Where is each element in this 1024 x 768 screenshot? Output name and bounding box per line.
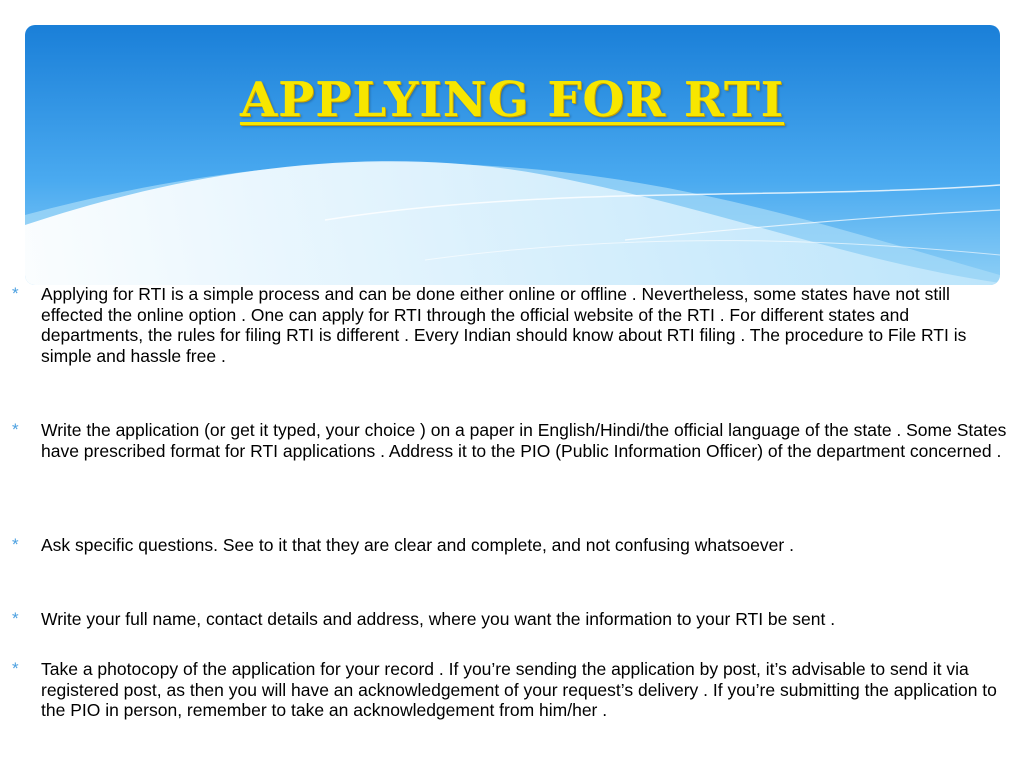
list-item [0, 535, 1024, 556]
page-title: APPLYING FOR RTI [239, 72, 785, 128]
bullet-icon: * [12, 659, 19, 678]
list-item [0, 284, 1024, 366]
bullet-icon: * [12, 609, 19, 628]
header-banner [25, 25, 1000, 285]
bullet-text: Ask specific questions. See to it that they are clear and complete, and not confusing whatsoever . [41, 535, 794, 555]
bullet-text: Write the application (or get it typed, your choice ) on a paper in English/Hindi/the official language of the state . Some States have prescribed format for RTI applications . Address it to the PIO (Public Information Officer) of the department concerned . [41, 420, 1007, 461]
list-item [0, 659, 1024, 721]
bullet-icon: * [12, 535, 19, 554]
list-item [0, 420, 1024, 461]
bullet-text: Write your full name, contact details and address, where you want the information to your RTI be sent . [41, 609, 836, 629]
list-item [0, 609, 1024, 630]
bullet-icon: * [12, 284, 19, 303]
bullet-text: Take a photocopy of the application for your record . If you’re sending the application by post, it’s advisable to send it via registered post, as then you will have an acknowledgement of your request’s delivery . If you’re submitting the application to the PIO in person, remember to take an acknowledgement from him/her . [41, 659, 997, 720]
bullet-text: Applying for RTI is a simple process and can be done either online or offline . Nevertheless, some states have not still effected the online option . One can apply for RTI through the official website of the RTI . For different states and departments, the rules for filing RTI is different . Every Indian should know about RTI filing . The procedure to File RTI is simple and hassle free . [41, 284, 967, 366]
banner-wave-graphic [25, 25, 1000, 285]
bullet-icon: * [12, 420, 19, 439]
